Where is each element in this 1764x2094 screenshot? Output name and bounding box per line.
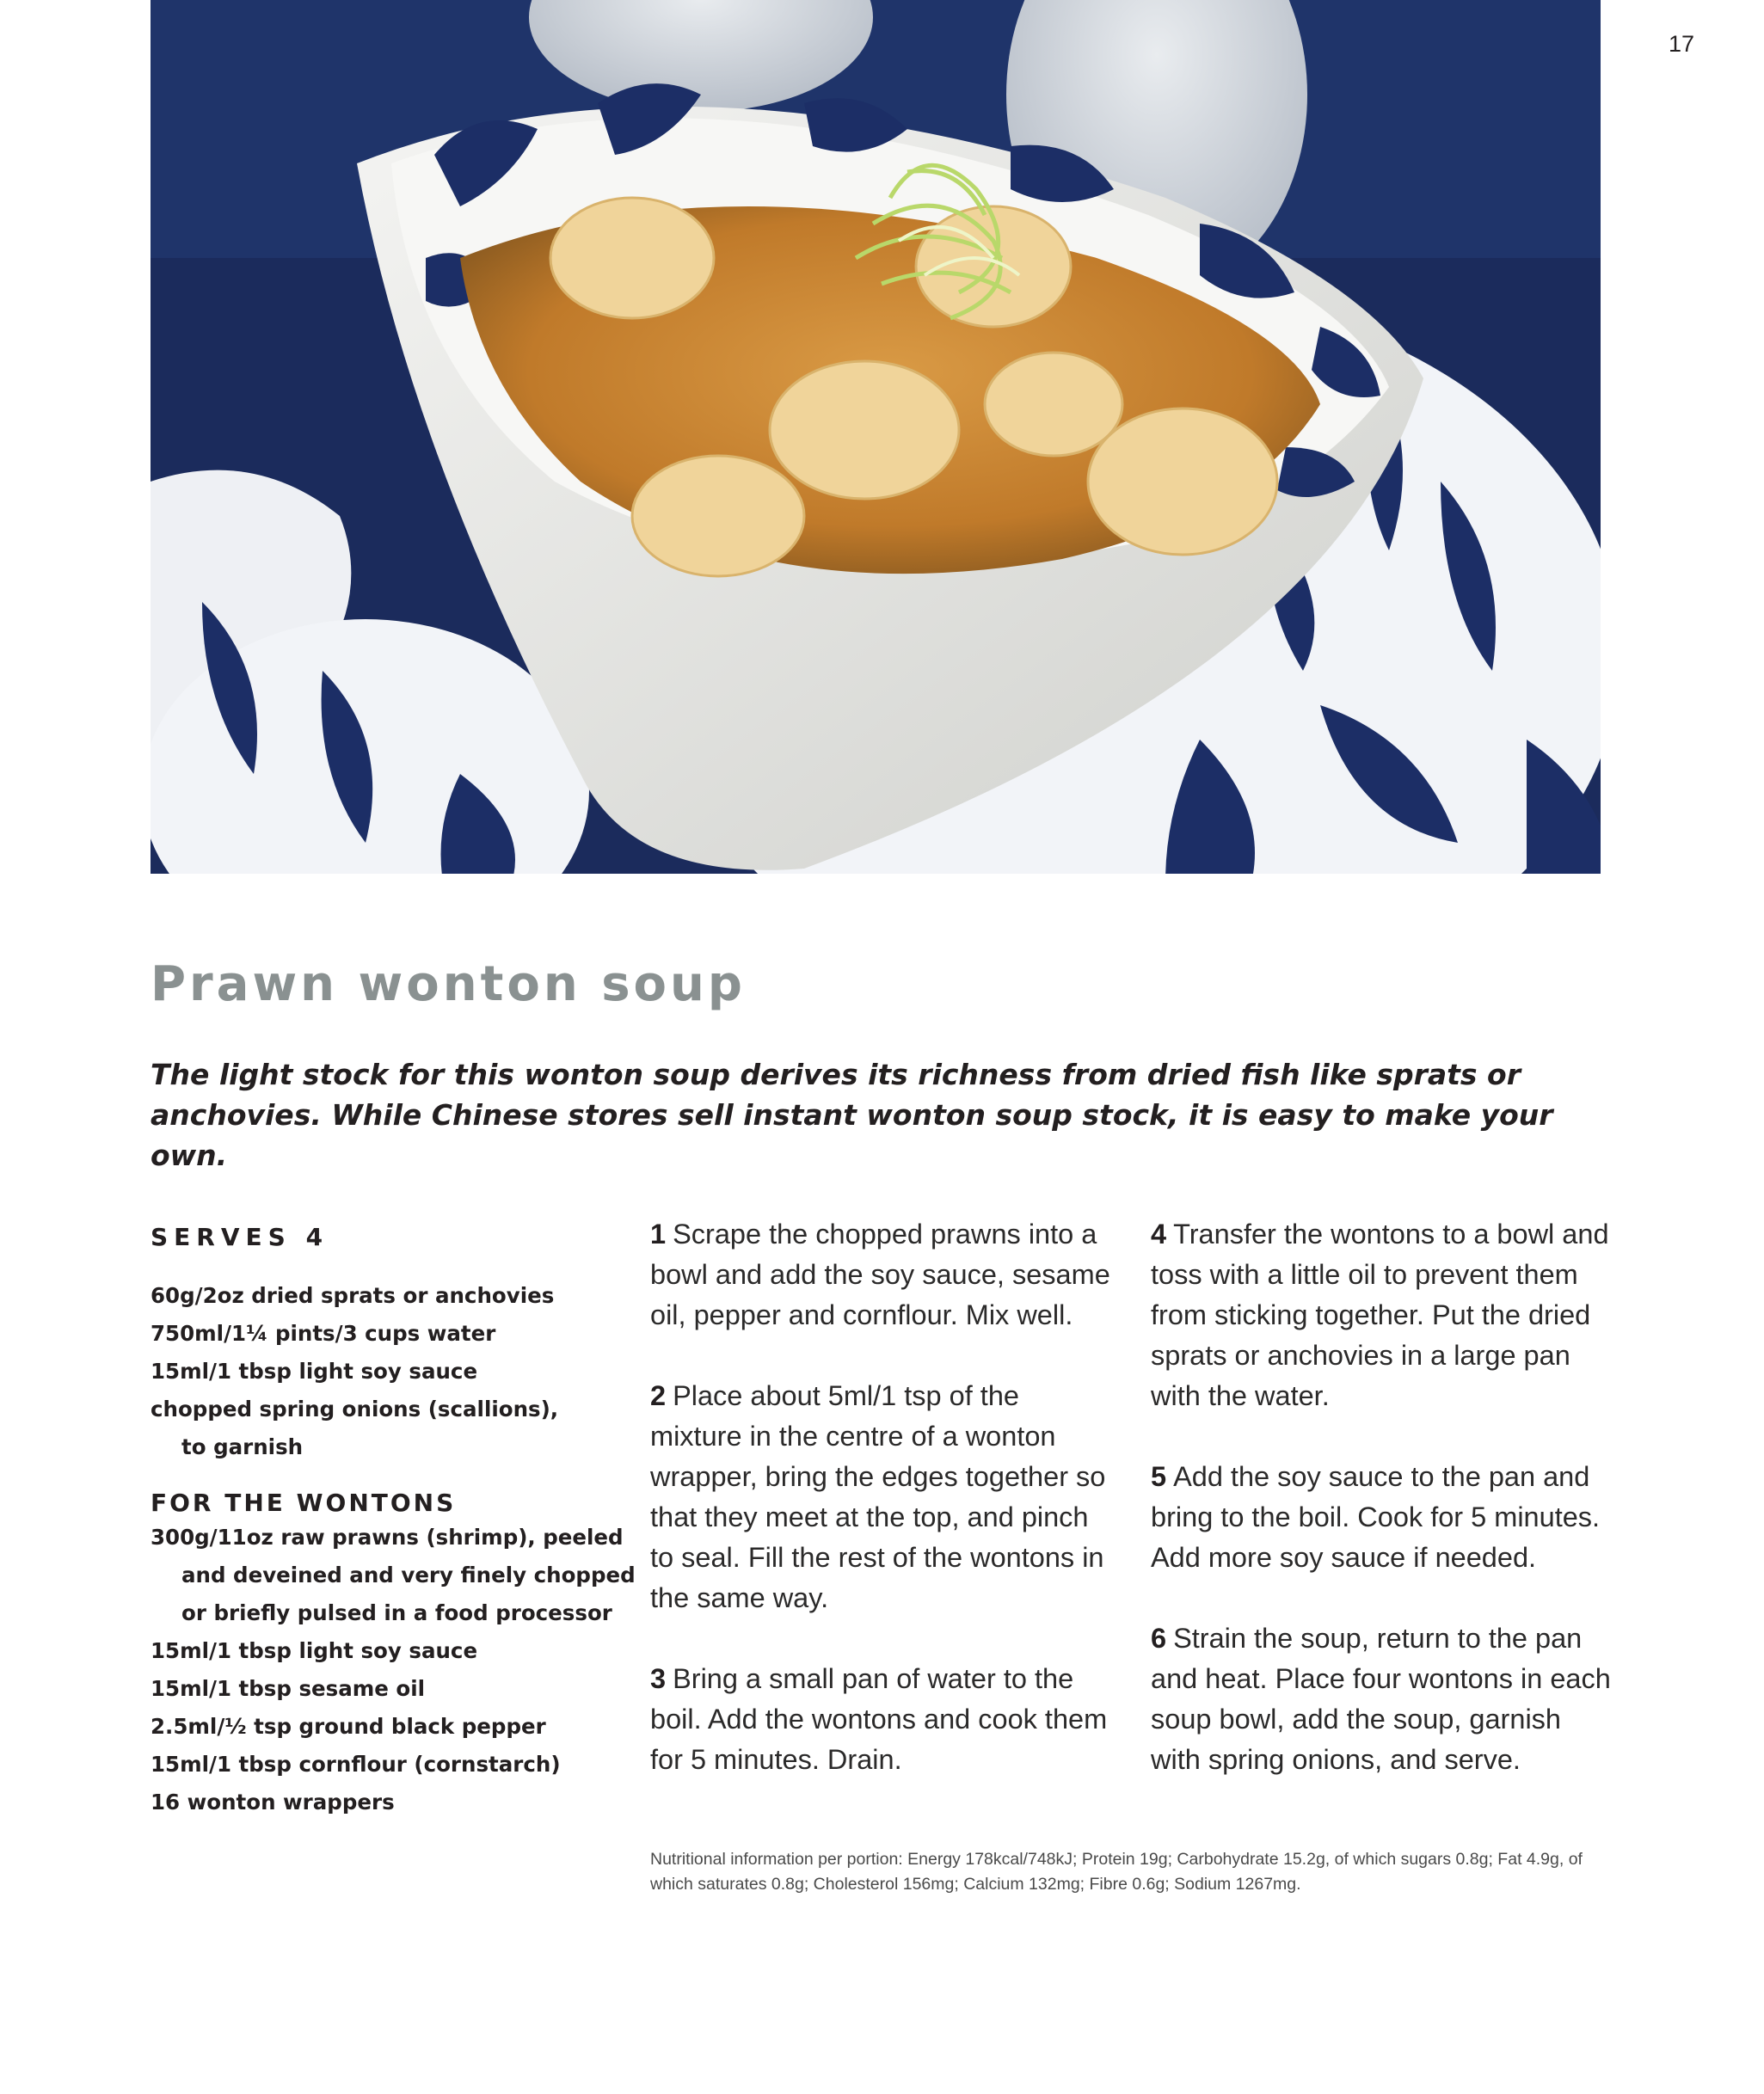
wonton-ingredient-line: 16 wonton wrappers bbox=[151, 1790, 395, 1815]
wonton-ingredient-line: and deveined and very finely chopped bbox=[181, 1563, 636, 1587]
step-number: 4 bbox=[1151, 1219, 1167, 1250]
ingredient-line: chopped spring onions (scallions), bbox=[151, 1397, 559, 1422]
wonton-ingredient-line: 300g/11oz raw prawns (shrimp), peeled bbox=[151, 1525, 624, 1550]
step-number: 3 bbox=[650, 1663, 667, 1694]
step-text: Transfer the wontons to a bowl and toss with a little oil to prevent them from sticking together. Put the dried sprats or anchovies in a large pan with the water. bbox=[1151, 1219, 1609, 1411]
step-number: 1 bbox=[650, 1219, 667, 1250]
step-text: Strain the soup, return to the pan and heat. Place four wontons in each soup bowl, add the soup, garnish with spring onions, and serve. bbox=[1151, 1623, 1611, 1775]
step-text: Place about 5ml/1 tsp of the mixture in the centre of a wonton wrapper, bring the edges together so that they meet at the top, and pinch to seal. Fill the rest of the wontons in the same way. bbox=[650, 1380, 1106, 1613]
recipe-intro: The light stock for this wonton soup derives its richness from dried fish like sprats or anchovies. While Chinese stores sell instant wonton soup stock, it is easy to make your own. bbox=[151, 1058, 1553, 1172]
wonton-ingredient-line: or briefly pulsed in a food processor bbox=[181, 1600, 612, 1625]
wonton-ingredient-line: 2.5ml/½ tsp ground black pepper bbox=[151, 1714, 546, 1739]
serves-heading: SERVES 4 bbox=[151, 1223, 329, 1251]
ingredient-line: to garnish bbox=[181, 1434, 304, 1459]
step-text: Add the soy sauce to the pan and bring to the boil. Cook for 5 minutes. Add more soy sauce if needed. bbox=[1151, 1461, 1601, 1573]
step-number: 2 bbox=[650, 1380, 667, 1411]
ingredients-column bbox=[151, 1218, 636, 1821]
step-text: Scrape the chopped prawns into a bowl and add the soy sauce, sesame oil, pepper and cornflour. Mix well. bbox=[650, 1219, 1110, 1330]
ingredient-line: 15ml/1 tbsp light soy sauce bbox=[151, 1359, 478, 1384]
method-step bbox=[1151, 1457, 1615, 1578]
method-column-1 bbox=[650, 1214, 1115, 1821]
wonton-ingredient-line: 15ml/1 tbsp light soy sauce bbox=[151, 1638, 478, 1663]
method-step bbox=[650, 1659, 1115, 1780]
method-column-2 bbox=[1151, 1214, 1615, 1821]
ingredient-line: 750ml/1¼ pints/3 cups water bbox=[151, 1321, 496, 1346]
wontons-heading: FOR THE WONTONS bbox=[151, 1489, 457, 1517]
page-number: 17 bbox=[1669, 31, 1695, 57]
recipe-title: Prawn wonton soup bbox=[151, 956, 746, 1012]
method-step bbox=[650, 1376, 1115, 1618]
method-step bbox=[650, 1214, 1115, 1336]
wonton-soup-illustration bbox=[151, 0, 1601, 882]
wonton-ingredient-line: 15ml/1 tbsp sesame oil bbox=[151, 1676, 426, 1701]
step-number: 5 bbox=[1151, 1461, 1167, 1492]
method-step bbox=[1151, 1214, 1615, 1416]
step-text: Bring a small pan of water to the boil. Add the wontons and cook them for 5 minutes. Drain. bbox=[650, 1663, 1108, 1775]
step-number: 6 bbox=[1151, 1623, 1167, 1654]
ingredient-line: 60g/2oz dried sprats or anchovies bbox=[151, 1283, 555, 1308]
recipe-photo bbox=[151, 0, 1601, 882]
method-step bbox=[1151, 1618, 1615, 1780]
wonton-ingredient-line: 15ml/1 tbsp cornflour (cornstarch) bbox=[151, 1752, 561, 1777]
nutrition-info: Nutritional information per portion: Energy 178kcal/748kJ; Protein 19g; Carbohydrate 15.2g, of which sugars 0.8g; Fat 4.9g, of which saturates 0.8g; Cholesterol 156mg; Calcium 132mg; Fibre 0.6g; Sodium 1267mg. bbox=[650, 1850, 1583, 1894]
